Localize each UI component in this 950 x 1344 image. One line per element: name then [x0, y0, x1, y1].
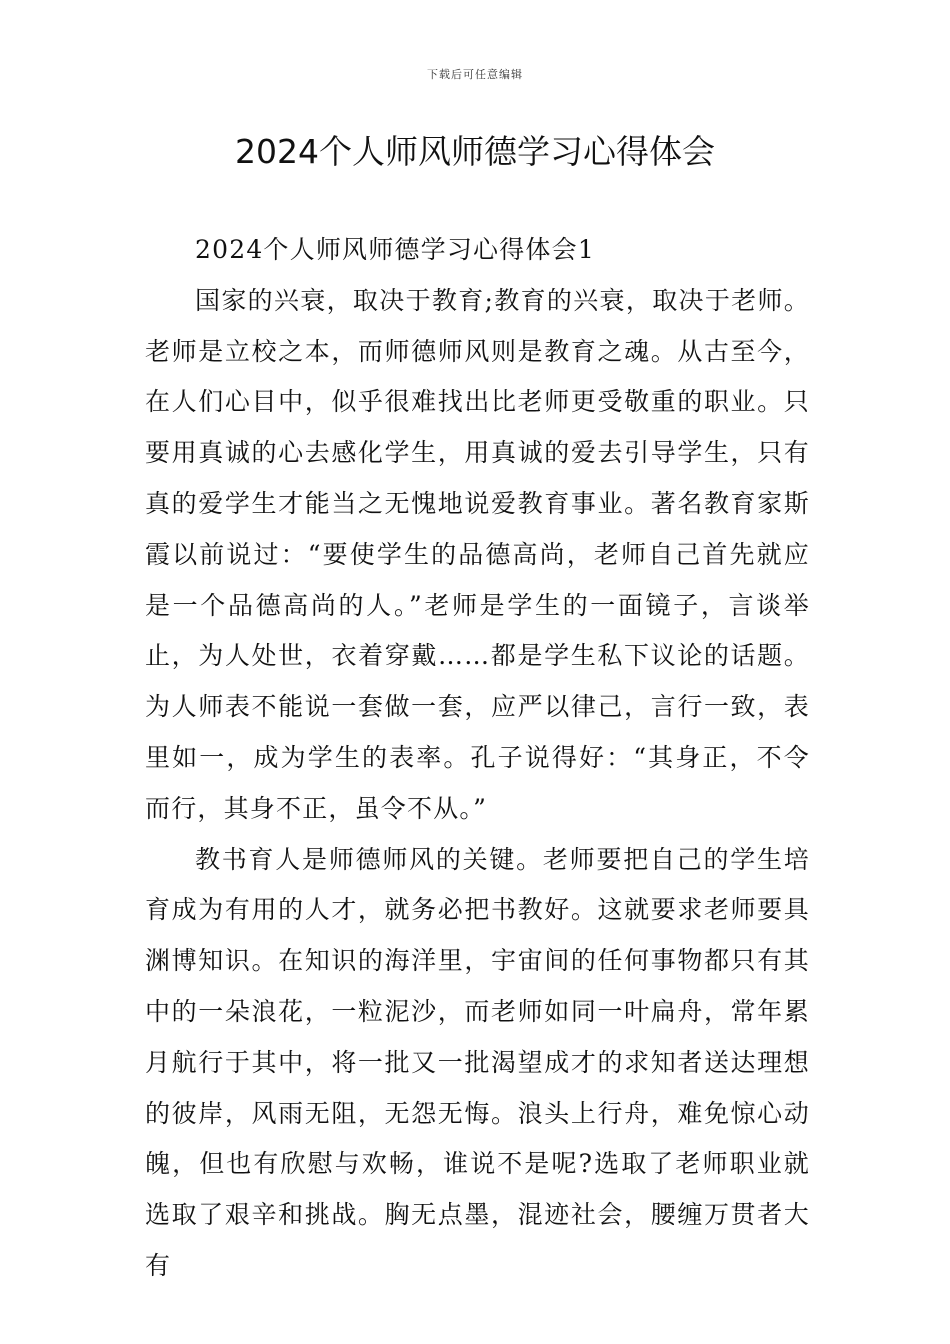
section-subtitle: 2024个人师风师德学习心得体会1	[195, 235, 595, 264]
body-paragraph: 教书育人是师德师风的关键。老师要把自己的学生培育成为有用的人才，就务必把书教好。这就要求老师要具渊博知识。在知识的海洋里，宇宙间的任何事物都只有其中的一朵浪花，一粒泥沙，而老师如同一叶扁舟，常年累月航行于其中，将一批又一批渴望成才的求知者送达理想的彼岸，风雨无阻，无怨无悔。浪头上行舟，难免惊心动魄，但也有欣慰与欢畅，谁说不是呢?选取了老师职业就选取了艰辛和挑战。胸无点墨，混迹社会，腰缠万贯者大有	[145, 844, 810, 1280]
document-title: 2024个人师风师德学习心得体会	[235, 132, 715, 171]
document-body	[145, 225, 810, 1292]
header-note: 下载后可任意编辑	[427, 68, 523, 81]
body-paragraph: 国家的兴衰，取决于教育;教育的兴衰，取决于老师。老师是立校之本，而师德师风则是教育之魂。从古至今，在人们心目中，似乎很难找出比老师更受敬重的职业。只要用真诚的心去感化学生，用真诚的爱去引导学生，只有真的爱学生才能当之无愧地说爱教育事业。著名教育家斯霞以前说过：“要使学生的品德高尚，老师自己首先就应是一个品德高尚的人。”老师是学生的一面镜子，言谈举止，为人处世，衣着穿戴……都是学生私下议论的话题。为人师表不能说一套做一套，应严以律己，言行一致，表里如一，成为学生的表率。孔子说得好：“其身正，不令而行，其身不正，虽令不从。”	[145, 285, 810, 823]
